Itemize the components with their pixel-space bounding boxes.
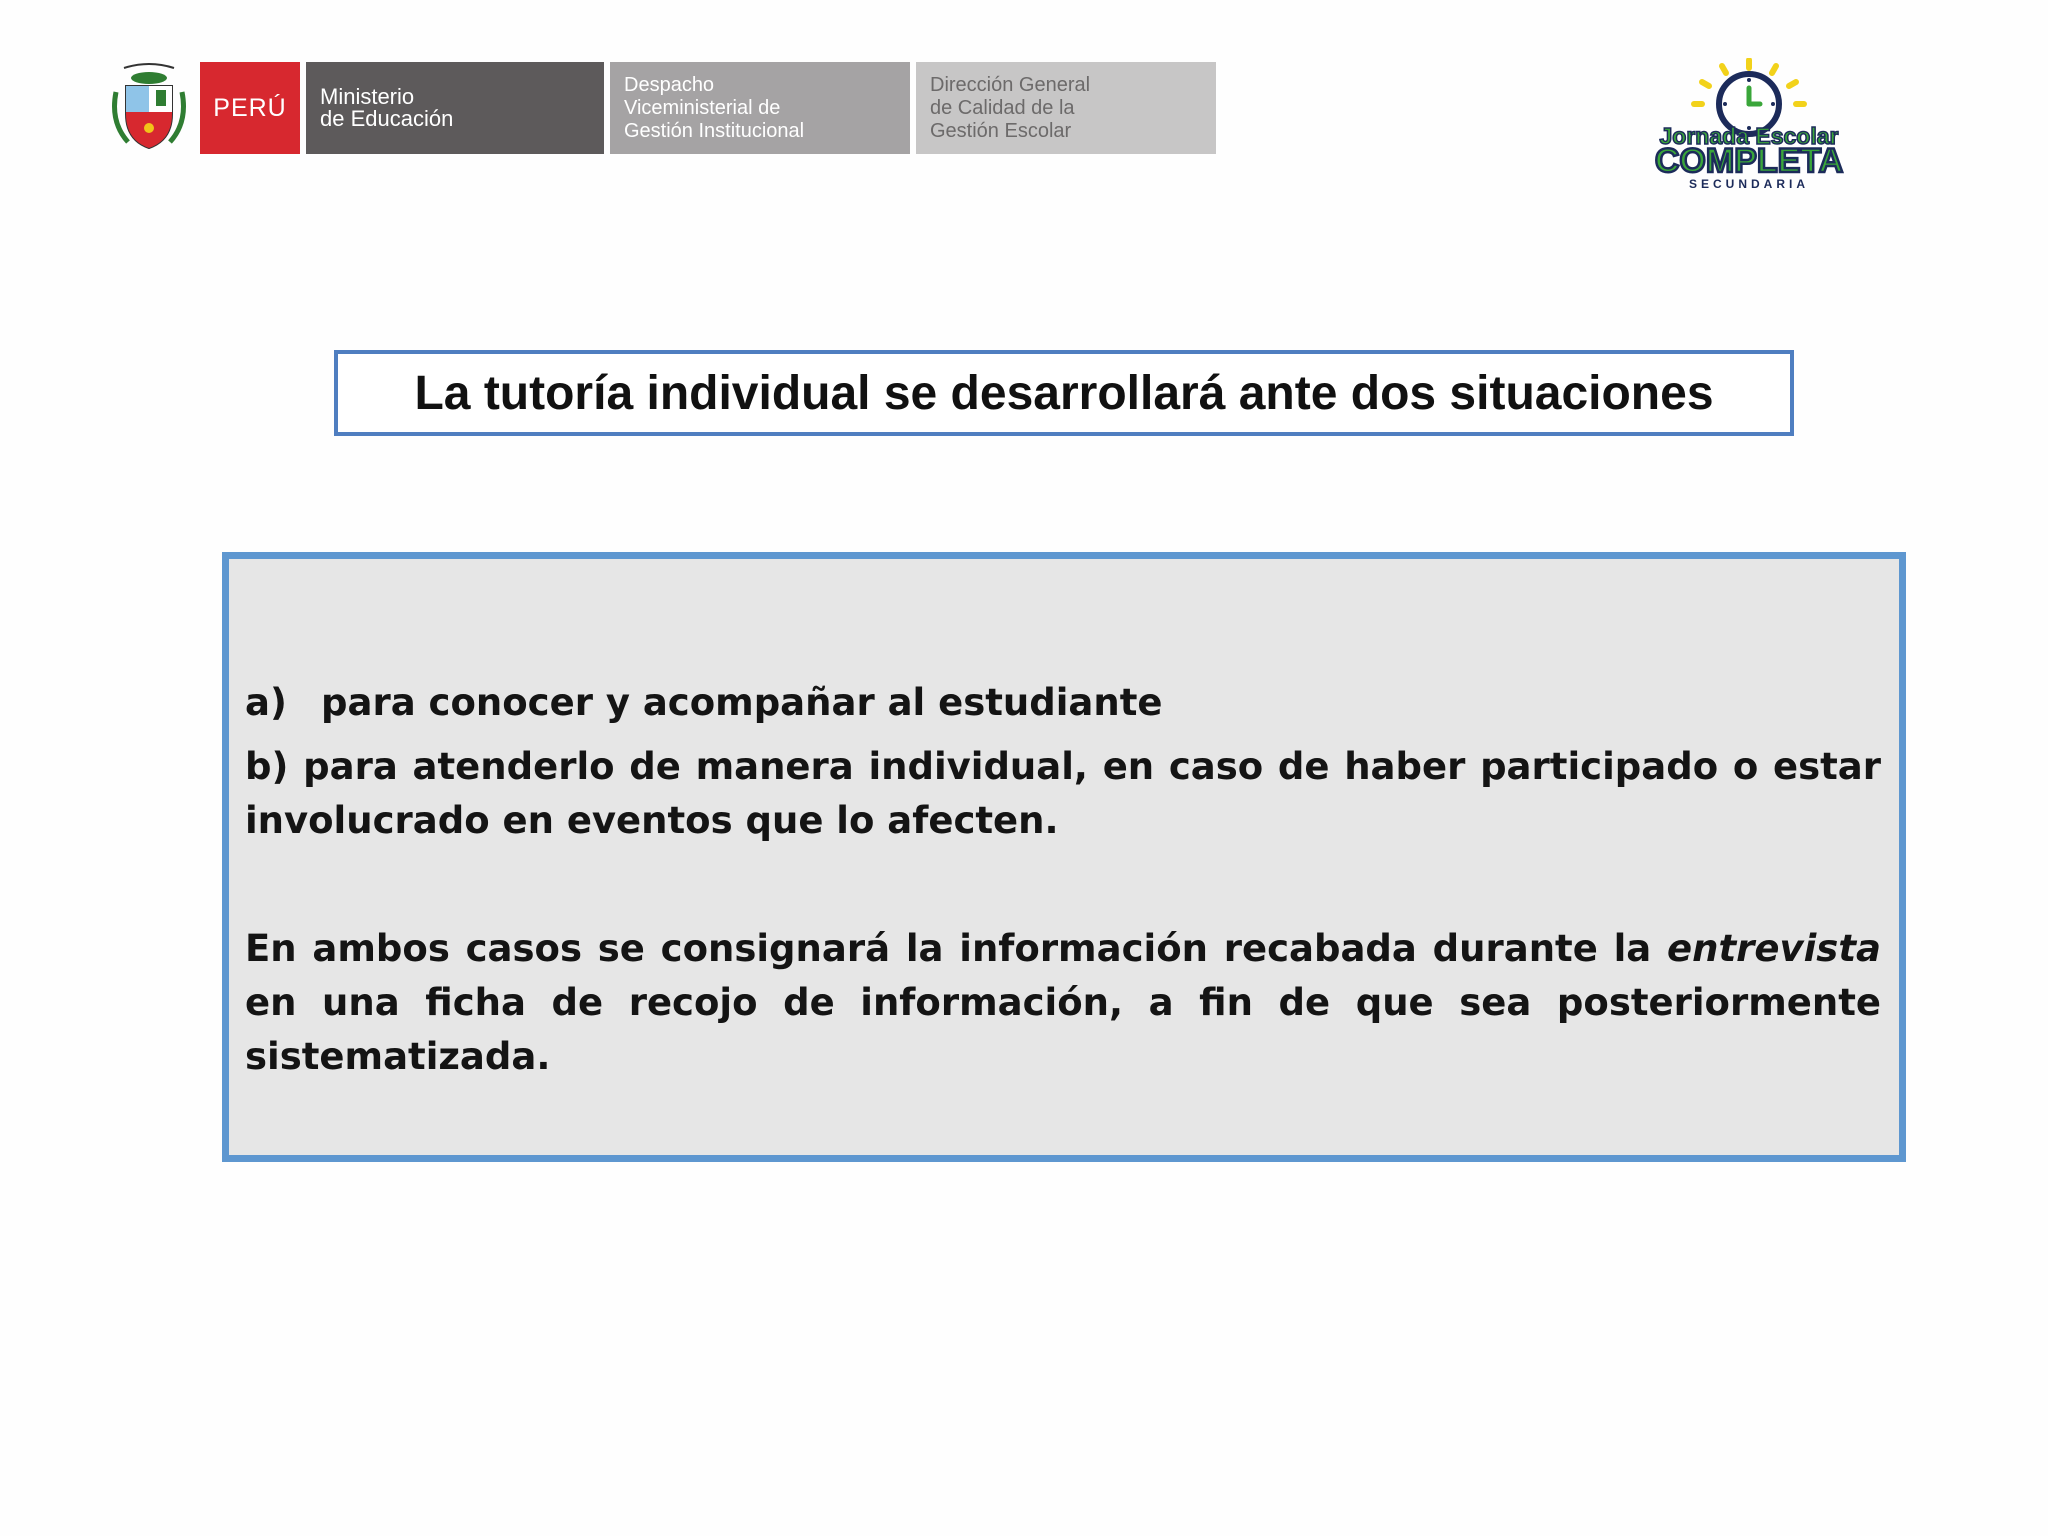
ministry-line-1: Ministerio [320,84,415,109]
logo-line-2: COMPLETA [1654,142,1844,180]
direction-line-3: Gestión Escolar [930,119,1072,142]
peru-label [200,62,300,154]
logo-line-1: Jornada Escolar [1659,123,1839,149]
title-box [334,350,1794,436]
peru-label-text: PERÚ [213,93,287,122]
office-label [610,62,910,154]
office-line-2: Viceministerial de [624,96,781,119]
item-label: a) [245,681,287,724]
ministry-banner [108,62,1216,154]
item-text: para conocer y acompañar al estudiante [321,681,1163,724]
closing-text-after: en una ficha de recojo de información, a fin de que sea posteriormente sistematizada. [245,981,1881,1078]
ministry-label [306,62,604,154]
jec-logo [1614,58,1884,190]
item-label: b) [245,745,289,788]
office-line-3: Gestión Institucional [624,119,805,142]
logo-line-3: SECUNDARIA [1688,177,1810,190]
office-line-1: Despacho [624,73,715,96]
ministry-line-2: de Educación [320,106,454,131]
slide-title: La tutoría individual se desarrollará ante dos situaciones [414,366,1714,420]
content-text [245,676,1881,1121]
closing-emphasis: entrevista [1667,927,1881,970]
closing-text-before: En ambos casos se consignará la información recabada durante la [245,927,1668,970]
closing-paragraph [245,922,1881,1084]
direction-label [916,62,1216,154]
direction-line-1: Dirección General [930,73,1091,96]
direction-line-2: de Calidad de la [930,96,1075,119]
list-item [245,740,1881,848]
coat-of-arms-icon [108,62,190,154]
list-item [245,676,1881,730]
item-text: para atenderlo de manera individual, en caso de haber participado o estar involucrado en eventos que lo afecten. [245,745,1881,842]
